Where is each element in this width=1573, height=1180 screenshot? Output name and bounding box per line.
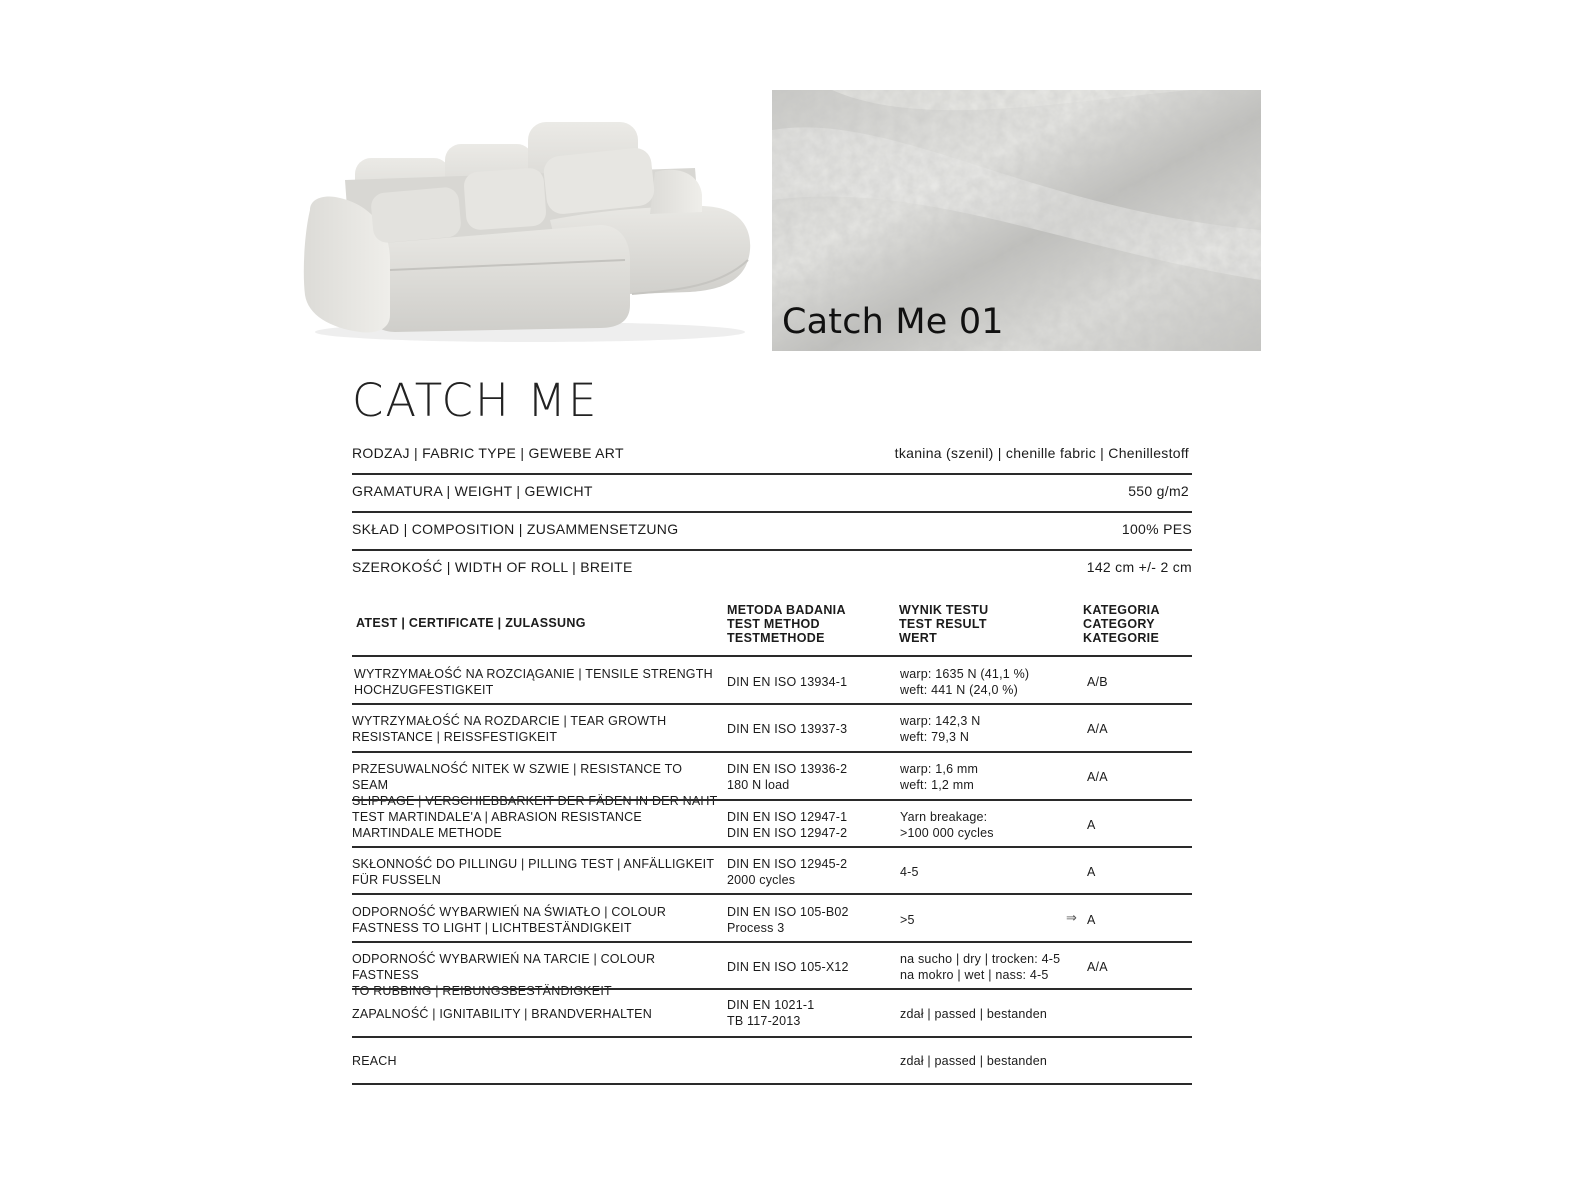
test-method-line: DIN EN ISO 105-X12 [727, 960, 849, 974]
test-name-line: SLIPPAGE | VERSCHIEBBARKEIT DER FÄDEN IN DER NAHT [352, 794, 718, 808]
header-method [727, 603, 846, 645]
test-result-line: weft: 79,3 N [900, 730, 970, 744]
product-title: CATCH ME [352, 374, 599, 427]
test-name [352, 856, 720, 888]
test-name [352, 761, 720, 809]
header-category-line: CATEGORY [1083, 617, 1155, 631]
spec-row-fabric-type [352, 435, 1192, 473]
test-result-line: warp: 1,6 mm [900, 762, 979, 776]
test-name-line: WYTRZYMAŁOŚĆ NA ROZCIĄGANIE | TENSILE STRENGTH [354, 667, 713, 681]
sofa-image [300, 110, 755, 345]
test-method-line: DIN EN 1021-1 [727, 998, 815, 1012]
test-category: A [1087, 913, 1096, 927]
header-category [1083, 603, 1160, 645]
test-result [900, 912, 1075, 928]
test-result [900, 761, 1075, 793]
test-method [727, 674, 897, 690]
spec-row-composition [352, 511, 1192, 549]
divider [352, 799, 1192, 801]
test-result-line: zdał | passed | bestanden [900, 1054, 1048, 1068]
test-result [900, 713, 1075, 745]
test-name-line: ODPORNOŚĆ WYBARWIEŃ NA TARCIE | COLOUR FASTNESS [352, 952, 656, 982]
test-method-line: DIN EN ISO 13937-3 [727, 722, 848, 736]
test-name [354, 666, 722, 698]
test-method-line: DIN EN ISO 12945-2 [727, 857, 848, 871]
test-name [352, 1053, 720, 1069]
test-method [727, 809, 897, 841]
test-result-line: Yarn breakage: [900, 810, 988, 824]
header-category-line: KATEGORIA [1083, 603, 1160, 617]
test-category: A/A [1087, 770, 1108, 784]
test-category: A/B [1087, 675, 1108, 689]
test-name-line: SKŁONNOŚĆ DO PILLINGU | PILLING TEST | ANFÄLLIGKEIT [352, 857, 715, 871]
spec-value: tkanina (szenil) | chenille fabric | Chenillestoff [894, 445, 1189, 461]
test-method-line: 180 N load [727, 778, 790, 792]
test-result [900, 666, 1075, 698]
test-category: A [1087, 818, 1096, 832]
spec-row-width [352, 549, 1192, 587]
fabric-swatch-image [772, 90, 1261, 351]
divider [352, 988, 1192, 990]
test-result [900, 864, 1075, 880]
header-result-line: TEST RESULT [899, 617, 987, 631]
header-category-line: KATEGORIE [1083, 631, 1160, 645]
test-result [900, 951, 1075, 983]
header-method-line: TEST METHOD [727, 617, 820, 631]
test-result-line: na sucho | dry | trocken: 4-5 [900, 952, 1061, 966]
test-method-line: DIN EN ISO 12947-2 [727, 826, 848, 840]
test-method-line: 2000 cycles [727, 873, 796, 887]
test-method [727, 761, 897, 793]
header-result [899, 603, 988, 645]
divider [352, 1083, 1192, 1085]
test-result-line: >5 [900, 913, 915, 927]
divider [352, 941, 1192, 943]
divider [352, 751, 1192, 753]
swatch-label: Catch Me 01 [782, 302, 1004, 342]
test-result-line: na mokro | wet | nass: 4-5 [900, 968, 1049, 982]
header-result-line: WYNIK TESTU [899, 603, 989, 617]
test-result-line: warp: 142,3 N [900, 714, 981, 728]
spec-value: 142 cm +/- 2 cm [1086, 559, 1192, 575]
test-name [352, 713, 720, 745]
spec-label: GRAMATURA | WEIGHT | GEWICHT [352, 483, 593, 499]
test-method [727, 904, 897, 936]
test-method-line: TB 117-2013 [727, 1014, 801, 1028]
test-name [352, 1006, 720, 1022]
test-name-line: FÜR FUSSELN [352, 873, 442, 887]
spec-value: 100% PES [1121, 521, 1192, 537]
test-name-line: RESISTANCE | REISSFESTIGKEIT [352, 730, 558, 744]
test-name-line: REACH [352, 1054, 397, 1068]
test-method-line: DIN EN ISO 13936-2 [727, 762, 848, 776]
header-certificate: ATEST | CERTIFICATE | ZULASSUNG [356, 616, 586, 630]
header-result-line: WERT [899, 631, 937, 645]
spec-value: 550 g/m2 [1128, 483, 1189, 499]
test-method-line: DIN EN ISO 105-B02 [727, 905, 849, 919]
test-name-line: PRZESUWALNOŚĆ NITEK W SZWIE | RESISTANCE TO SEAM [352, 762, 683, 792]
test-name-line: TO RUBBING | REIBUNGSBESTÄNDIGKEIT [352, 984, 612, 998]
header-method-line: TESTMETHODE [727, 631, 825, 645]
divider [352, 846, 1192, 848]
test-result [900, 1006, 1075, 1022]
test-method [727, 856, 897, 888]
header-method-line: METODA BADANIA [727, 603, 846, 617]
divider [352, 703, 1192, 705]
test-name-line: ODPORNOŚĆ WYBARWIEŃ NA ŚWIATŁO | COLOUR [352, 905, 667, 919]
test-name-line: ZAPALNOŚĆ | IGNITABILITY | BRANDVERHALTEN [352, 1007, 652, 1021]
test-name-line: FASTNESS TO LIGHT | LICHTBESTÄNDIGKEIT [352, 921, 632, 935]
test-name-line: TEST MARTINDALE'A | ABRASION RESISTANCE [352, 810, 642, 824]
test-category: A/A [1087, 960, 1108, 974]
test-result-line: warp: 1635 N (41,1 %) [900, 667, 1030, 681]
test-name-line: WYTRZYMAŁOŚĆ NA ROZDARCIE | TEAR GROWTH [352, 714, 667, 728]
divider [352, 1036, 1192, 1038]
divider [352, 655, 1192, 657]
test-result-line: >100 000 cycles [900, 826, 994, 840]
spec-label: SZEROKOŚĆ | WIDTH OF ROLL | BREITE [352, 559, 633, 575]
test-method-line: DIN EN ISO 12947-1 [727, 810, 848, 824]
test-method [727, 721, 897, 737]
test-name [352, 904, 720, 936]
spec-row-weight [352, 473, 1192, 511]
test-category: A [1087, 865, 1096, 879]
spec-label: SKŁAD | COMPOSITION | ZUSAMMENSETZUNG [352, 521, 679, 537]
test-result [900, 809, 1075, 841]
test-result-line: weft: 441 N (24,0 %) [900, 683, 1018, 697]
test-name-line: HOCHZUGFESTIGKEIT [354, 683, 494, 697]
test-method-line: DIN EN ISO 13934-1 [727, 675, 848, 689]
divider [352, 893, 1192, 895]
test-method-line: Process 3 [727, 921, 785, 935]
test-category: A/A [1087, 722, 1108, 736]
test-result-line: 4-5 [900, 865, 919, 879]
arrow-right-icon: ⇒ [1066, 910, 1077, 925]
test-result [900, 1053, 1075, 1069]
test-name [352, 951, 720, 999]
test-result-line: zdał | passed | bestanden [900, 1007, 1048, 1021]
test-name-line: MARTINDALE METHODE [352, 826, 502, 840]
test-method [727, 997, 897, 1029]
test-method [727, 959, 897, 975]
spec-label: RODZAJ | FABRIC TYPE | GEWEBE ART [352, 445, 624, 461]
test-result-line: weft: 1,2 mm [900, 778, 974, 792]
test-name [352, 809, 720, 841]
